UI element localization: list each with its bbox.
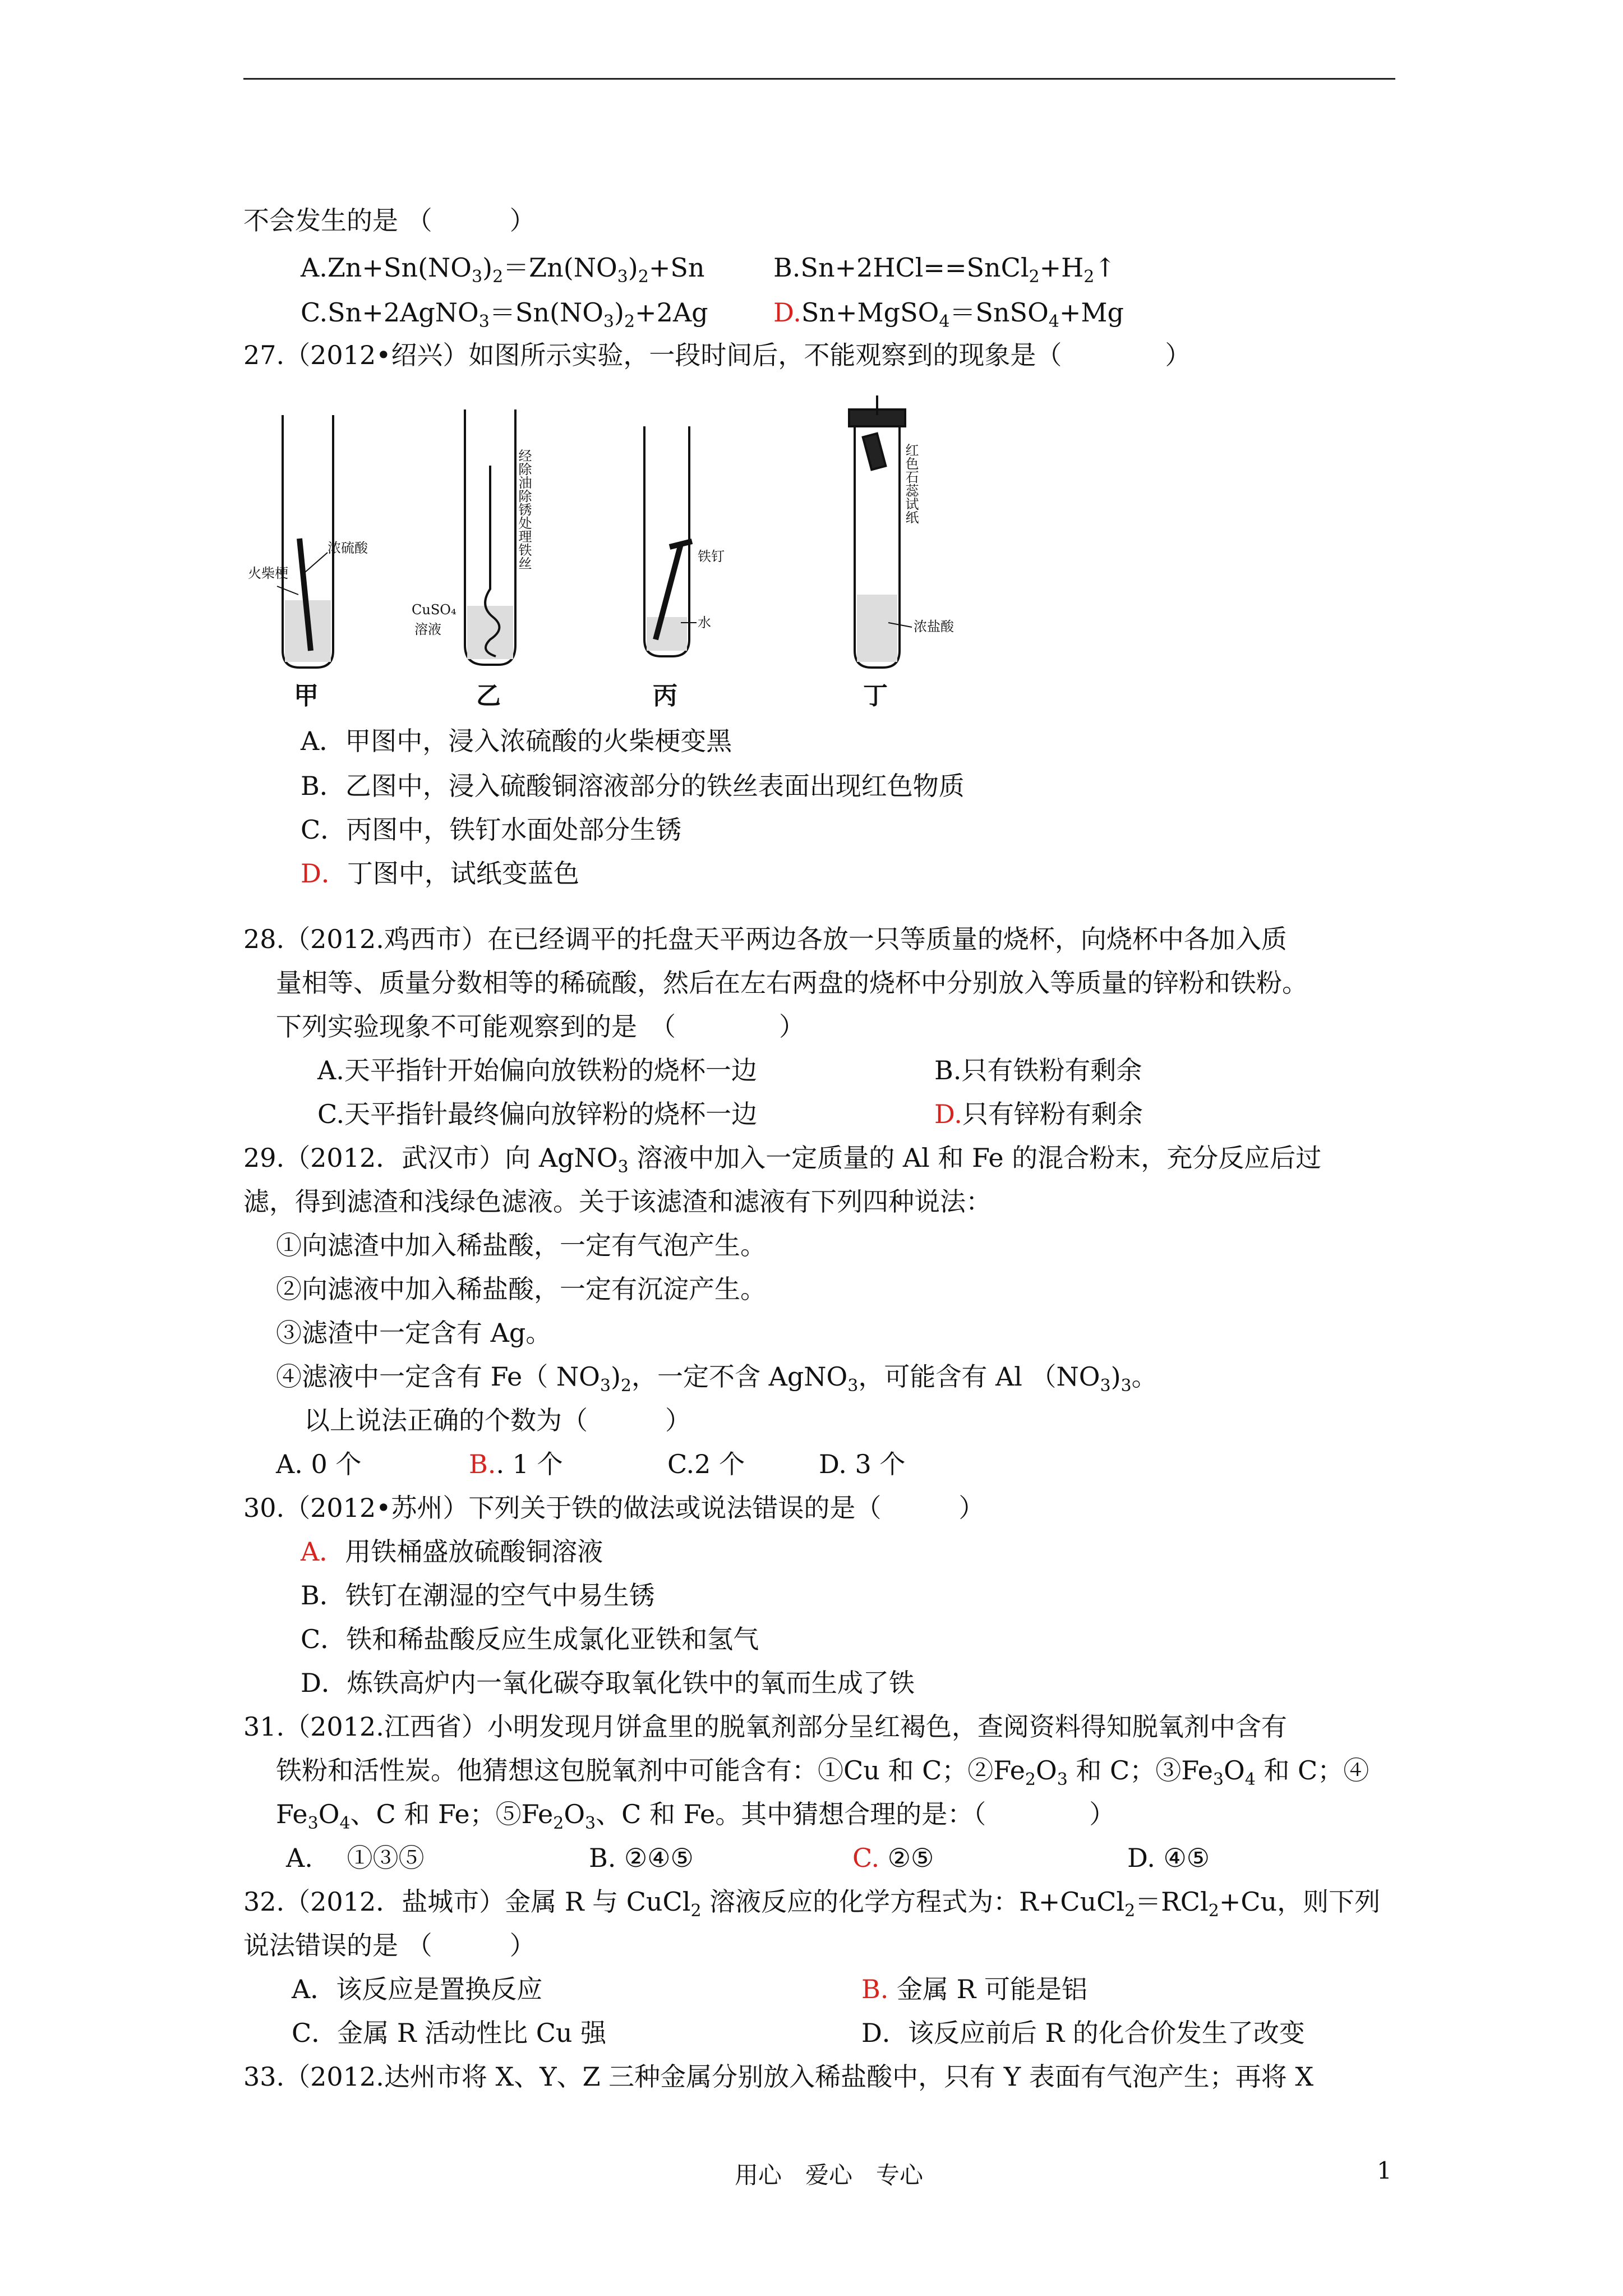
q29-line-2: 滤，得到滤渣和浅绿色滤液。关于该滤渣和滤液有下列四种说法：	[243, 1186, 992, 1217]
q31-option-b: B. ②④⑤	[589, 1843, 694, 1873]
q30-option-a: A．用铁桶盛放硫酸铜溶液	[301, 1536, 603, 1567]
q32-line-2: 说法错误的是 （ ）	[243, 1930, 536, 1961]
q31-line-1: 31.（2012.江西省）小明发现月饼盒里的脱氧剂部分呈红褐色，查阅资料得知脱氧剂中含有	[243, 1711, 1287, 1742]
header-rule	[243, 78, 1395, 80]
q31-line-2: 铁粉和活性炭。他猜想这包脱氧剂中可能含有：①Cu 和 C；$②Fe_2O_3$ 和 C；$③Fe_3O_4$ 和 C；④	[276, 1755, 1370, 1789]
q27-option-d: D．丁图中，试纸变蓝色	[301, 858, 579, 889]
label-conc-sulfuric-acid: 浓硫酸	[328, 540, 368, 556]
q28-line-1: 28.（2012.鸡西市）在已经调平的托盘天平两边各放一只等质量的烧杯，向烧杯中各加入质	[243, 924, 1287, 954]
label-iron-nail: 铁钉	[698, 549, 725, 564]
q32-line-1: 32.（2012．盐城市）金属 R 与 CuCl$_2$ 溶液反应的化学方程式为：R+CuCl$_2$＝RCl$_2$+Cu，则下列	[243, 1887, 1381, 1921]
caption-yi: 乙	[476, 682, 501, 710]
q31-option-a: A. ①③⑤	[286, 1843, 425, 1873]
label-water: 水	[698, 615, 711, 631]
q32-option-b: B. 金属 R 可能是铝	[861, 1974, 1087, 2004]
q27-stem: 27.（2012•绍兴）如图所示实验，一段时间后，不能观察到的现象是（ ）	[243, 340, 1191, 370]
q26-option-b: $B.Sn+2HCl==SnCl_2+H_2↑$	[773, 252, 1116, 287]
caption-ding: 丁	[863, 682, 888, 710]
q30-stem: 30.（2012•苏州）下列关于铁的做法或说法错误的是（ ）	[243, 1493, 985, 1523]
q26-option-c: $C.Sn+2AgNO_3=Sn(NO_3)_2+2Ag$	[301, 297, 708, 332]
q29-option-a: A. 0 个	[276, 1449, 362, 1479]
q29-statement-2: ②向滤液中加入稀盐酸，一定有沉淀产生。	[276, 1274, 766, 1304]
q28-line-3: 下列实验现象不可能观察到的是 （ ）	[276, 1011, 805, 1042]
q27-figure-svg	[243, 393, 1057, 712]
q31-option-d: D. ④⑤	[1127, 1843, 1210, 1873]
q30-option-c: C．铁和稀盐酸反应生成氯化亚铁和氢气	[301, 1624, 759, 1654]
q27-option-a: A．甲图中，浸入浓硫酸的火柴梗变黑	[301, 726, 732, 756]
page-number: 1	[1377, 2157, 1392, 2184]
q27-option-c: C．丙图中，铁钉水面处部分生锈	[301, 815, 682, 845]
q26-option-d: D.Sn+MgSO$_4$＝SnSO$_4$+Mg	[773, 297, 1124, 332]
label-conc-hydrochloric-acid: 浓盐酸	[914, 619, 954, 634]
q30-option-b: B．铁钉在潮湿的空气中易生锈	[301, 1580, 655, 1611]
caption-jia: 甲	[294, 682, 319, 710]
q29-line-1: 29.（2012．武汉市）向 AgNO$_3$ 溶液中加入一定质量的 Al 和 Fe 的混合粉末，充分反应后过	[243, 1143, 1322, 1177]
q29-statement-4: ④滤液中一定含有 Fe（ $NO_3)_2$，一定不含 AgNO$_3$，可能含有 Al $(NO_3)_3$。	[276, 1361, 1158, 1396]
q32-option-d: D．该反应前后 R 的化合价发生了改变	[861, 2018, 1305, 2048]
q28-option-d: D.只有锌粉有剩余	[934, 1099, 1143, 1129]
q28-line-2: 量相等、质量分数相等的稀硫酸，然后在左右两盘的烧杯中分别放入等质量的锌粉和铁粉。	[276, 968, 1308, 998]
q27-test-tube-figure	[243, 393, 1057, 712]
caption-bing: 丙	[653, 682, 677, 710]
label-matchstick: 火柴梗	[248, 565, 288, 581]
q29-option-b: B.. 1 个	[469, 1449, 563, 1479]
q29-option-d: D. 3 个	[819, 1449, 906, 1479]
q27-option-b: B．乙图中，浸入硫酸铜溶液部分的铁丝表面出现红色物质	[301, 771, 965, 801]
q29-statement-3: ③滤渣中一定含有 Ag。	[276, 1318, 552, 1348]
q28-option-c: C.天平指针最终偏向放锌粉的烧杯一边	[317, 1099, 758, 1129]
q29-ask: 以上说法正确的个数为（ ）	[304, 1405, 691, 1435]
tube-ding	[849, 395, 905, 668]
label-red-litmus-paper: 红色石蕊试纸	[903, 443, 919, 524]
label-cuso4: CuSO₄	[412, 602, 457, 618]
q31-option-c: C. ②⑤	[852, 1843, 934, 1873]
q32-option-a: A．该反应是置换反应	[292, 1974, 543, 2004]
tube-jia	[283, 415, 333, 668]
label-solution: 溶液	[414, 622, 441, 637]
q30-option-d: D．炼铁高炉内一氧化碳夺取氧化铁中的氧而生成了铁	[301, 1668, 915, 1698]
q28-option-a: A.天平指针开始偏向放铁粉的烧杯一边	[317, 1055, 757, 1085]
q33-line-1: 33.（2012.达州市将 X、Y、Z 三种金属分别放入稀盐酸中，只有 Y 表面有气泡产生；再将 X	[243, 2062, 1314, 2092]
q26-stem-tail: 不会发生的是 （ ）	[243, 205, 536, 236]
q26-option-a: $A.Zn+Sn(NO_3)_2=Zn(NO_3)_2+Sn$	[301, 252, 705, 287]
label-treated-iron-wire: 经除油除锈处理铁丝	[516, 449, 532, 570]
footer-motto: 用心 爱心 专心	[735, 2161, 924, 2189]
q29-option-c: C.2 个	[667, 1449, 745, 1479]
q31-line-3: $Fe_3O_4$、C 和 Fe；$⑤Fe_2O_3$、C 和 Fe。其中猜想合理的是：（ ）	[276, 1799, 1115, 1833]
tube-bing	[644, 426, 692, 656]
tube-yi	[465, 409, 515, 665]
q28-option-b: B.只有铁粉有剩余	[934, 1055, 1142, 1085]
q32-option-c: C．金属 R 活动性比 Cu 强	[292, 2018, 607, 2048]
q29-statement-1: ①向滤渣中加入稀盐酸，一定有气泡产生。	[276, 1230, 766, 1260]
